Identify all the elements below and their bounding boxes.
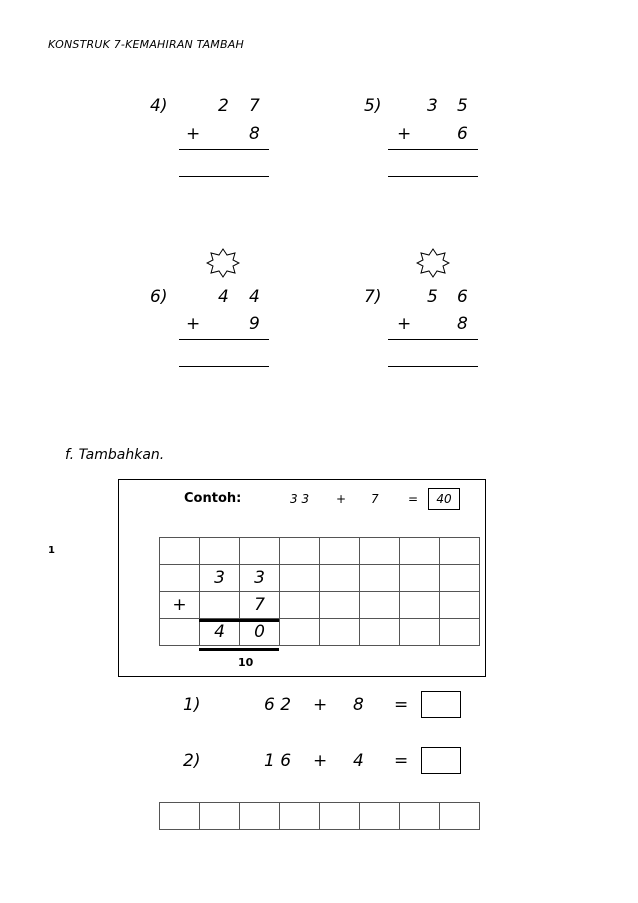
answer-box[interactable] bbox=[421, 691, 461, 718]
grid-cell: 3 bbox=[240, 565, 280, 592]
star-icon bbox=[416, 248, 450, 278]
sum-line bbox=[179, 149, 269, 150]
grid-row bbox=[160, 803, 480, 830]
grid-cell: 7 bbox=[240, 592, 280, 619]
problem-label: 7) bbox=[364, 287, 382, 307]
grid-plus: + bbox=[160, 592, 200, 619]
addend-digit: 6 bbox=[457, 124, 468, 144]
tens-digit: 5 bbox=[427, 287, 438, 307]
example-grid bbox=[159, 537, 480, 646]
sum-rule bbox=[199, 619, 279, 622]
example-operand-a: 3 3 bbox=[290, 492, 310, 506]
example-operand-b: 7 bbox=[371, 492, 379, 506]
addend-digit: 9 bbox=[249, 314, 260, 334]
example-label: Contoh: bbox=[184, 491, 242, 506]
sum-line bbox=[388, 149, 478, 150]
margin-number: 1 bbox=[48, 545, 55, 556]
plus-sign: + bbox=[397, 314, 412, 334]
question-label: 2) bbox=[183, 751, 201, 771]
operand-a: 1 6 bbox=[264, 751, 292, 771]
answer-line[interactable] bbox=[388, 366, 478, 367]
section-title: f. Tambahkan. bbox=[65, 447, 165, 463]
plus-sign: + bbox=[313, 751, 328, 771]
grid-cell: 0 bbox=[240, 619, 280, 646]
ones-digit: 6 bbox=[457, 287, 468, 307]
grid-cell: 4 bbox=[200, 619, 240, 646]
carry-rule bbox=[199, 648, 279, 651]
question-label: 1) bbox=[183, 695, 201, 715]
operand-b: 8 bbox=[353, 695, 364, 715]
tens-digit: 4 bbox=[218, 287, 229, 307]
grid-row bbox=[160, 565, 480, 592]
operand-b: 4 bbox=[353, 751, 364, 771]
grid-cell: 3 bbox=[200, 565, 240, 592]
sum-line bbox=[179, 339, 269, 340]
working-grid bbox=[159, 802, 480, 830]
example-plus: + bbox=[336, 492, 347, 506]
tens-digit: 2 bbox=[218, 96, 229, 116]
answer-line[interactable] bbox=[179, 176, 269, 177]
star-icon bbox=[206, 248, 240, 278]
carry-label: 10 bbox=[238, 656, 254, 669]
ones-digit: 5 bbox=[457, 96, 468, 116]
answer-box[interactable] bbox=[421, 747, 461, 774]
equals-sign: = bbox=[394, 695, 409, 715]
grid-row bbox=[160, 538, 480, 565]
addend-digit: 8 bbox=[457, 314, 468, 334]
addend-digit: 8 bbox=[249, 124, 260, 144]
problem-label: 4) bbox=[150, 96, 168, 116]
tens-digit: 3 bbox=[427, 96, 438, 116]
equals-sign: = bbox=[394, 751, 409, 771]
plus-sign: + bbox=[186, 124, 201, 144]
grid-row bbox=[160, 619, 480, 646]
answer-line[interactable] bbox=[179, 366, 269, 367]
problem-label: 5) bbox=[364, 96, 382, 116]
example-answer-box: 40 bbox=[428, 488, 460, 510]
plus-sign: + bbox=[186, 314, 201, 334]
ones-digit: 4 bbox=[249, 287, 260, 307]
ones-digit: 7 bbox=[249, 96, 260, 116]
problem-label: 6) bbox=[150, 287, 168, 307]
plus-sign: + bbox=[313, 695, 328, 715]
sum-line bbox=[388, 339, 478, 340]
grid-row bbox=[160, 592, 480, 619]
operand-a: 6 2 bbox=[264, 695, 292, 715]
example-equals: = bbox=[408, 492, 419, 506]
answer-line[interactable] bbox=[388, 176, 478, 177]
page-header: KONSTRUK 7-KEMAHIRAN TAMBAH bbox=[48, 38, 244, 51]
plus-sign: + bbox=[397, 124, 412, 144]
